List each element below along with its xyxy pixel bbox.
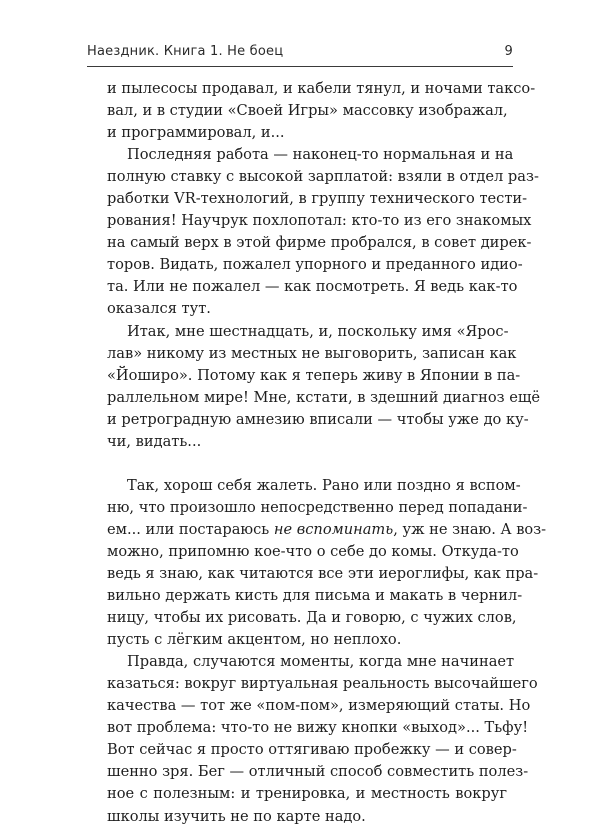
text-line: раллельном мире! Мне, кстати, в здешний диагноз ещё [107, 388, 541, 406]
paragraph-2 [107, 144, 539, 320]
text-line: Так, хорош себя жалеть. Рано или поздно я вспом- [127, 476, 521, 494]
text-line: рования! Научрук похлопотал: кто-то из его знакомых [107, 212, 532, 230]
text-line: работки VR-технологий, в группу технического тести- [107, 190, 528, 208]
text-line: и пылесосы продавал, и кабели тянул, и ночами таксо- [107, 80, 536, 97]
running-head [87, 44, 513, 59]
text-line: ведь я знаю, как читаются все эти иероглифы, как пра- [107, 564, 539, 582]
text-line: можно, припомню кое-что о себе до комы. Откуда-то [107, 542, 519, 560]
paragraph-5 [107, 651, 538, 827]
header-rule [87, 66, 513, 67]
paragraph-4 [107, 475, 547, 651]
section-break [107, 453, 507, 475]
body-text [107, 78, 547, 828]
text-line: вильно держать кисть для письма и макать в чернил- [107, 587, 523, 605]
text-line: шенно зря. Бег — отличный способ совместить полез- [107, 763, 529, 781]
text-line: ное с полезным: и тренировка, и местность вокруг [107, 785, 507, 803]
text-line: Вот сейчас я просто оттягиваю пробежку — и совер- [107, 741, 517, 759]
running-title: Наездник. Книга 1. Не боец [87, 44, 284, 59]
text-line: и программировал, и... [107, 124, 285, 142]
text-line: ню, что произошло непосредственно перед попадани- [107, 498, 528, 516]
text-fragment: , уж не знаю. А воз- [393, 520, 547, 538]
text-line: полную ставку с высокой зарплатой: взяли в отдел раз- [107, 168, 539, 186]
text-line: та. Или не пожалел — как посмотреть. Я ведь как-то [107, 278, 518, 296]
page-number: 9 [504, 44, 513, 59]
text-line [107, 519, 547, 541]
text-line: вот проблема: что-то не вижу кнопки «выход»... Тьфу! [107, 719, 529, 737]
text-line: казаться: вокруг виртуальная реальность высочайшего [107, 675, 538, 693]
text-line: Правда, случаются моменты, когда мне начинает [127, 653, 515, 671]
paragraph-1 [107, 78, 536, 144]
text-line: Последняя работа — наконец-то нормальная и на [127, 146, 514, 164]
text-line: вал, и в студии «Своей Игры» массовку изображал, [107, 102, 508, 120]
text-line: школы изучить не по карте надо. [107, 807, 366, 825]
text-fragment: ем... или постараюсь [107, 520, 274, 538]
text-line: качества — тот же «пом-пом», измеряющий статы. Но [107, 697, 531, 715]
text-line: торов. Видать, пожалел упорного и преданного идио- [107, 256, 523, 274]
text-line: и ретроградную амнезию вписали — чтобы уже до ку- [107, 410, 529, 428]
text-line: лав» никому из местных не выговорить, записан как [107, 344, 517, 362]
text-line: пусть с лёгким акцентом, но неплохо. [107, 631, 402, 649]
text-line: на самый верх в этой фирме пробрался, в совет дирек- [107, 234, 532, 252]
text-line: «Йоширо». Потому как я теперь живу в Японии в па- [107, 366, 521, 384]
text-line: чи, видать... [107, 432, 202, 450]
italic-phrase: не вспоминать [273, 520, 394, 538]
text-line: ницу, чтобы их рисовать. Да и говорю, с чужих слов, [107, 609, 517, 627]
text-line: Итак, мне шестнадцать, и, поскольку имя «Ярос- [127, 322, 509, 340]
text-line: оказался тут. [107, 300, 211, 318]
paragraph-3 [107, 321, 541, 453]
